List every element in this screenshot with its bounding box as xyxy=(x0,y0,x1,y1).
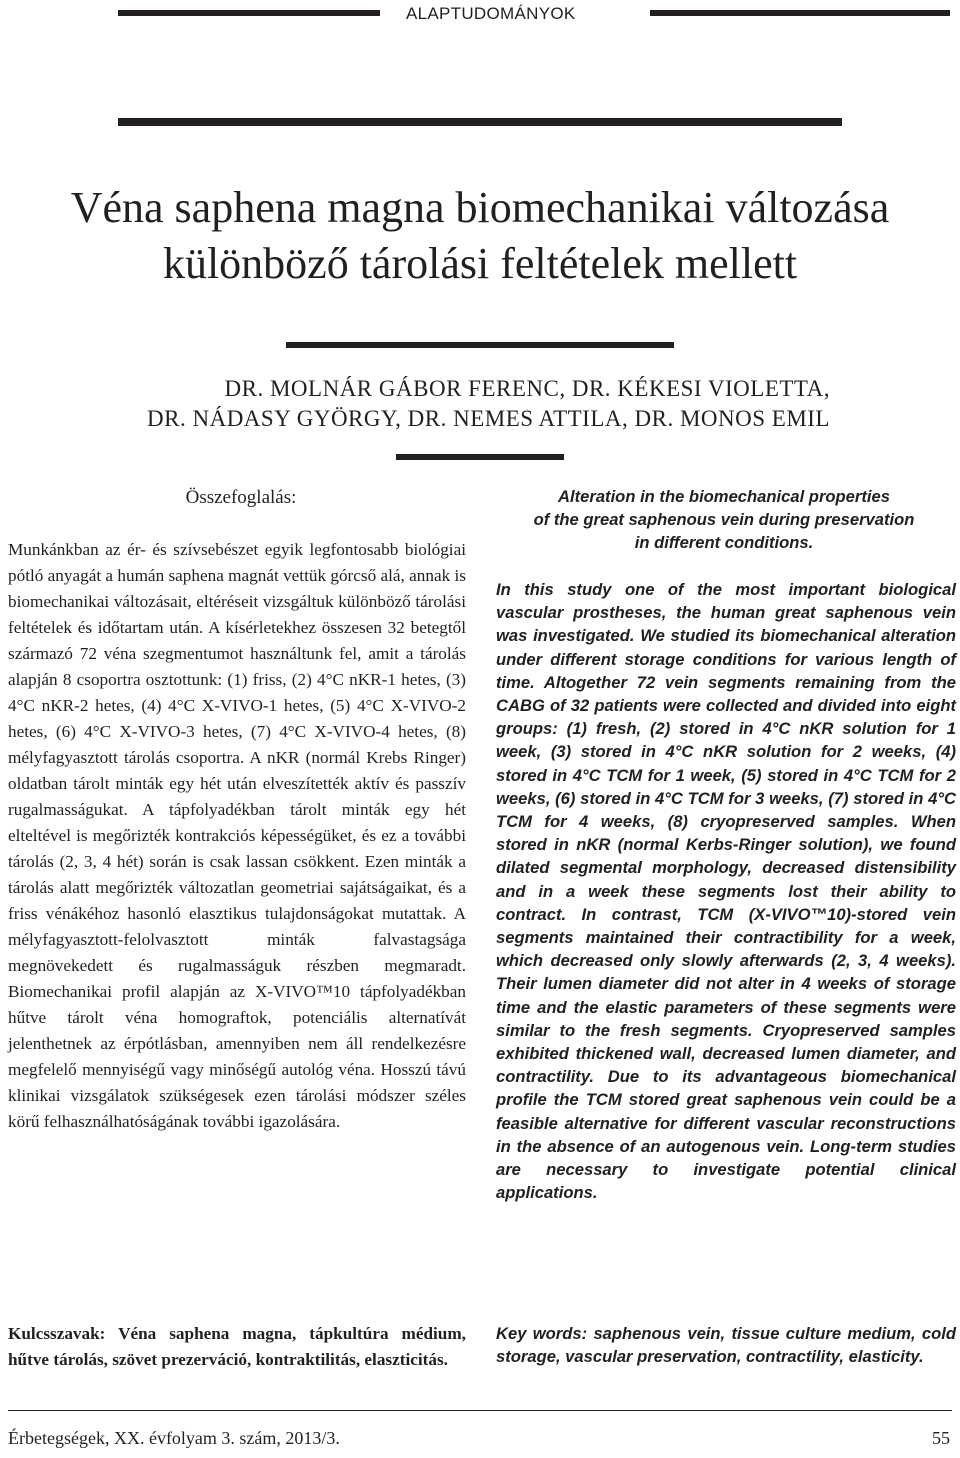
hungarian-abstract: Munkánkban az ér- és szívsebészet egyik legfontosabb biológiai pótló anyagát a humán saphena magnát vettük górcső alá, annak is biomechanikai változásait, eltéréseit vizsgáltuk különböző tárolási feltételek és időtartam után. A kísérletekhez összesen 32 betegtől származó 72 véna szegmentumot használtunk fel, amit a tárolás alapján 8 csoportra osztottunk: (1) friss, (2) 4°C nKR-1 hetes, (3) 4°C nKR-2 hetes, (4) 4°C X-VIVO-1 hetes, (5) 4°C X-VIVO-2 hetes, (6) 4°C X-VIVO-3 hetes, (7) 4°C X-VIVO-4 hetes, (8) mélyfagyasztott tárolás csoportra. A nKR (normál Krebs Ringer) oldatban tárolt minták egy hét után elveszítették aktív és passzív rugalmasságukat. A tápfolyadékban tárolt minták egy hét elteltével is megőrizték kontrakciós képességüket, és ez a további tárolás (2, 3, 4 hét) során is csak lassan csökkent. Ezen minták a tárolás alatt megőrizték változatlan geometriai sajátságaikat, és a friss vénákéhoz hasonló elasztikus tulajdonságokat mutattak. A mélyfagyasztott-felolvasztott minták falvastagsága megnövekedett és rugalmasságuk részben megmaradt. Biomechanikai profil alapján az X-VIVO™10 tápfolyadékban hűtve tárolt véna homograftok, potenciális alternatívát jelenthetnek az érpótlásban, amennyiben nem áll rendelkezésre megfelelő mennyiségű vagy minőségű autológ véna. Hosszú távú klinikai vizsgálatok szükségesek ezen tárolási módszer széles körű felhasználhatóságának további igazolására. xyxy=(8,540,466,1131)
authors-line1: DR. MOLNÁR GÁBOR FERENC, DR. KÉKESI VIOLETTA, xyxy=(224,376,830,401)
keywords-text: Véna saphena magna, tápkultúra médium, hűtve tárolás, szövet prezerváció, kontraktilitás, elaszticitás. xyxy=(8,1324,466,1369)
authors-rule xyxy=(396,454,564,460)
page-number: 55 xyxy=(932,1428,950,1448)
english-heading-line2: of the great saphenous vein during preservation xyxy=(533,510,915,529)
keywords-label: Kulcsszavak: xyxy=(8,1324,106,1343)
english-heading-line1: Alteration in the biomechanical properties xyxy=(558,487,890,506)
title-top-rule xyxy=(118,118,842,126)
section-label: ALAPTUDOMÁNYOK xyxy=(406,4,576,23)
article-title-line2: különböző tárolási feltételek mellett xyxy=(162,239,798,288)
header-rule-right xyxy=(650,10,950,16)
title-bottom-rule xyxy=(286,342,674,348)
hungarian-keywords xyxy=(8,1321,466,1373)
english-keywords: Key words: saphenous vein, tissue culture medium, cold storage, vascular preservation, contractility, elasticity. xyxy=(496,1324,956,1367)
english-heading-line3: in different conditions. xyxy=(634,533,814,552)
authors-line2: DR. NÁDASY GYÖRGY, DR. NEMES ATTILA, DR. MONOS EMIL xyxy=(147,406,830,431)
article-title-line1: Véna saphena magna biomechanikai változása xyxy=(70,183,890,232)
summary-heading: Összefoglalás: xyxy=(185,487,297,508)
footer-rule xyxy=(8,1410,952,1411)
journal-citation: Érbetegségek, XX. évfolyam 3. szám, 2013/3. xyxy=(8,1428,340,1448)
header-rule-left xyxy=(118,10,380,16)
english-abstract: In this study one of the most important biological vascular prostheses, the human great saphenous vein was investigated. We studied its biomechanical alteration under different storage conditions for various length of time. Altogether 72 vein segments remaining from the CABG of 32 patients were collected and divided into eight groups: (1) fresh, (2) stored in 4°C nKR solution for 1 week, (3) stored in 4°C nKR solution for 2 weeks, (4) stored in 4°C TCM for 1 week, (5) stored in 4°C TCM for 2 weeks, (6) stored in 4°C TCM for 3 weeks, (7) stored in 4°C TCM for 4 weeks, (8) cryopreserved samples. When stored in nKR (normal Kerbs-Ringer solution), we found dilated segmental morphology, decreased distensibility and in a week these segments lost their ability to contract. In contrast, TCM (X-VIVO™10)-stored vein segments maintained their contractibility for a week, which decreased only slowly afterwards (2, 3, 4 weeks). Their lumen diameter did not alter in 4 weeks of storage time and the elastic parameters of these segments were similar to the fresh segments. Cryopreserved samples exhibited thickened wall, decreased lumen diameter, and contractility. Due to its advantageous biomechanical profile the TCM stored great saphenous vein could be a feasible alternative for different vascular reconstructions in the absence of an autogenous vein. Long-term studies are necessary to investigate potential clinical applications. xyxy=(496,580,956,1203)
